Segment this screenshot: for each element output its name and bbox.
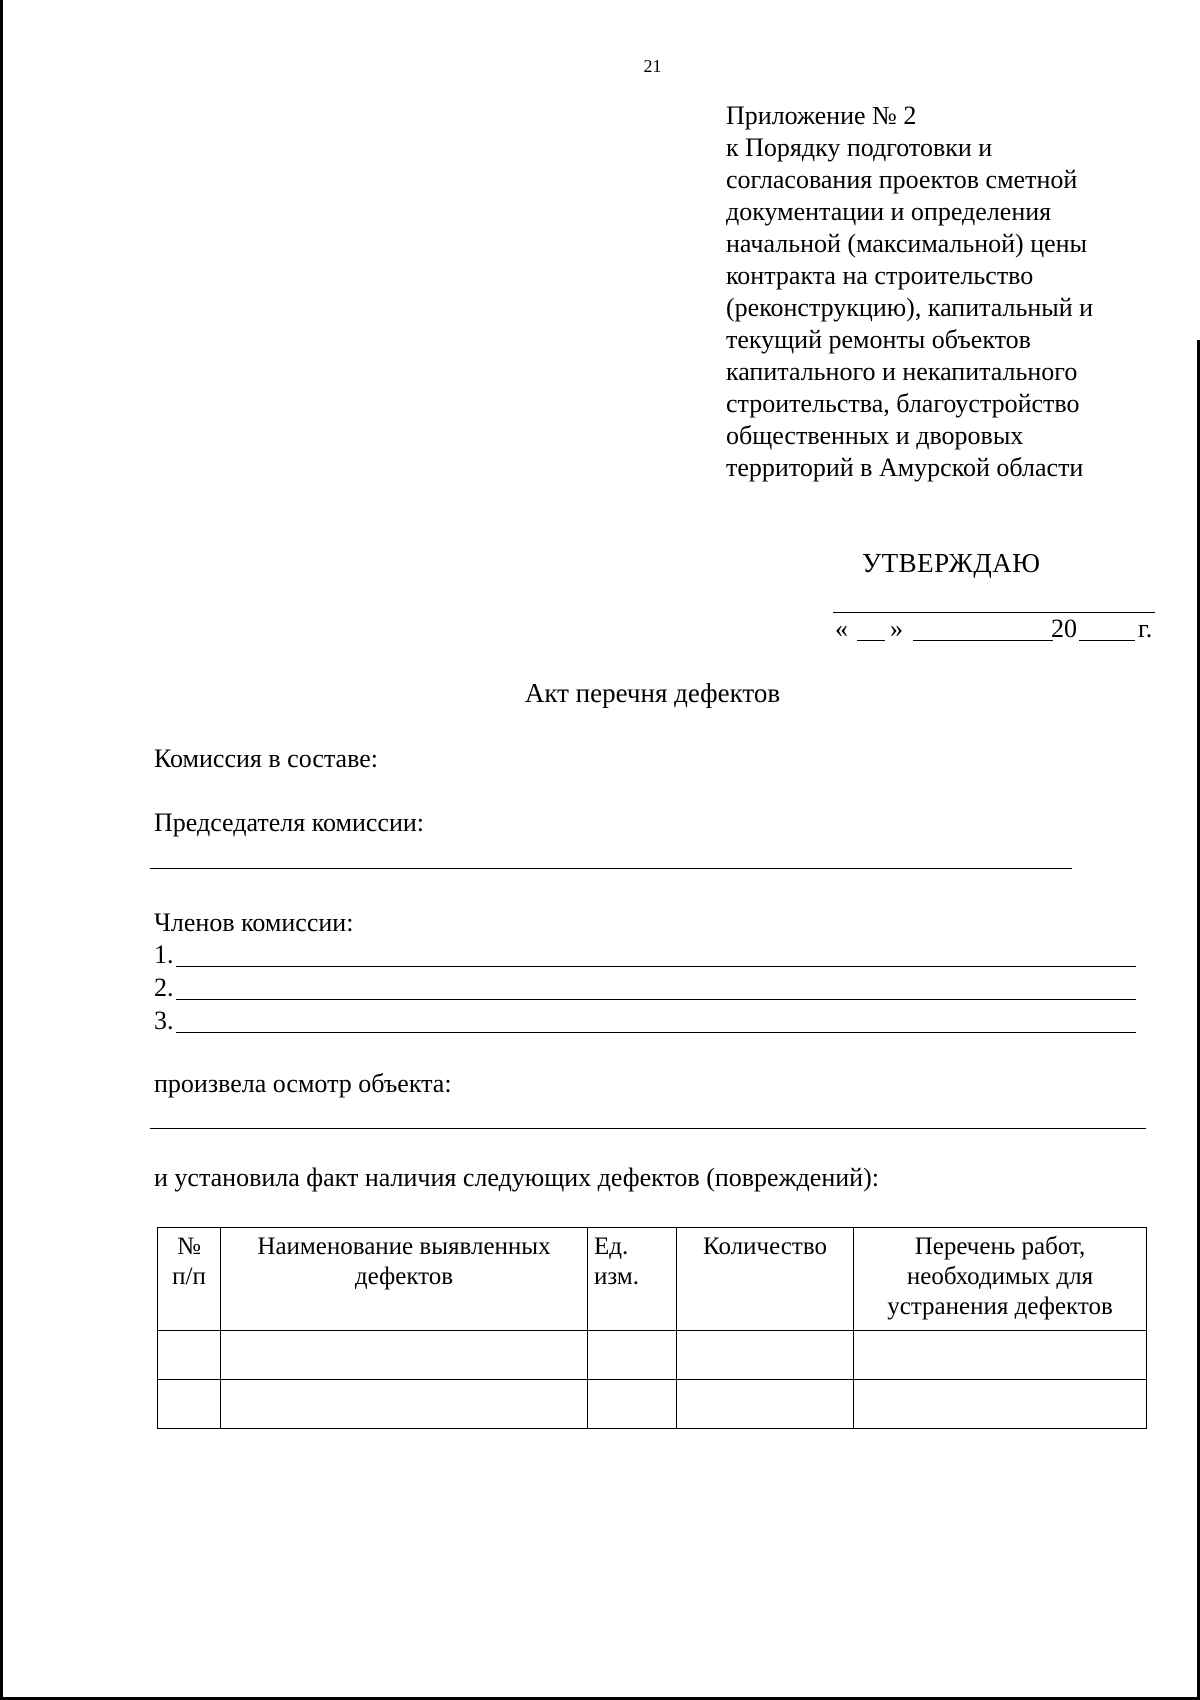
appendix-line: общественных и дворовых xyxy=(726,421,1024,450)
table-cell[interactable] xyxy=(854,1380,1147,1429)
date-year-suffix: г. xyxy=(1138,614,1153,643)
document-title: Акт перечня дефектов xyxy=(524,678,781,708)
member-number: 3. xyxy=(154,1006,174,1035)
appendix-line: Приложение № 2 xyxy=(726,101,917,130)
table-cell[interactable] xyxy=(677,1331,854,1380)
table-cell[interactable] xyxy=(158,1380,221,1429)
member-2-field-line[interactable] xyxy=(176,999,1136,1000)
member-3-field-line[interactable] xyxy=(176,1032,1136,1033)
date-open-quote: « xyxy=(835,614,848,643)
appendix-line: документации и определения xyxy=(726,197,1052,226)
table-cell[interactable] xyxy=(677,1380,854,1429)
appendix-line: контракта на строительство xyxy=(726,261,1034,290)
date-month-field[interactable] xyxy=(913,614,1053,641)
header-unit-line: изм. xyxy=(594,1263,639,1290)
date-day-field[interactable] xyxy=(857,614,885,641)
header-works-line: устранения дефектов xyxy=(887,1293,1113,1320)
inspection-label: произвела осмотр объекта: xyxy=(154,1069,452,1098)
approval-heading: УТВЕРЖДАЮ xyxy=(862,548,1041,578)
table-cell[interactable] xyxy=(158,1331,221,1380)
page-number: 21 xyxy=(643,56,662,76)
header-quantity-line: Количество xyxy=(703,1233,827,1260)
table-row xyxy=(158,1331,1147,1380)
commission-label: Комиссия в составе: xyxy=(154,744,378,773)
header-defect-name-line: дефектов xyxy=(354,1263,454,1290)
header-defect-name xyxy=(221,1228,588,1331)
defects-table xyxy=(157,1227,1147,1429)
appendix-line: начальной (максимальной) цены xyxy=(726,229,1088,258)
defects-intro: и установила факт наличия следующих дефектов (повреждений): xyxy=(154,1163,879,1192)
header-unit-line: Ед. xyxy=(594,1233,629,1260)
scan-edge-left xyxy=(0,0,3,1700)
header-defect-name-line: Наименование выявленных xyxy=(257,1233,551,1260)
table-cell[interactable] xyxy=(221,1380,588,1429)
members-label: Членов комиссии: xyxy=(154,908,354,937)
appendix-line: территорий в Амурской области xyxy=(726,453,1084,482)
chairman-field-line[interactable] xyxy=(150,868,1072,869)
appendix-line: к Порядку подготовки и xyxy=(726,133,993,162)
header-works-list xyxy=(854,1228,1147,1331)
header-quantity xyxy=(677,1228,854,1331)
approval-date-row xyxy=(833,614,1163,648)
header-unit xyxy=(588,1228,677,1331)
table-cell[interactable] xyxy=(588,1331,677,1380)
header-number xyxy=(158,1228,221,1331)
table-cell[interactable] xyxy=(588,1380,677,1429)
table-row xyxy=(158,1380,1147,1429)
table-cell[interactable] xyxy=(854,1331,1147,1380)
appendix-line: капитального и некапитального xyxy=(726,357,1078,386)
appendix-line: (реконструкцию), капитальный и xyxy=(726,293,1094,322)
header-works-line: Перечень работ, xyxy=(914,1233,1086,1260)
member-number: 2. xyxy=(154,973,174,1002)
chairman-label: Председателя комиссии: xyxy=(154,808,425,837)
table-cell[interactable] xyxy=(221,1331,588,1380)
approval-signature-line[interactable] xyxy=(833,612,1155,613)
table-header-row xyxy=(158,1228,1147,1331)
appendix-block xyxy=(726,100,1146,484)
member-number: 1. xyxy=(154,940,174,969)
header-works-line: необходимых для xyxy=(906,1263,1094,1290)
appendix-line: строительства, благоустройство xyxy=(726,389,1080,418)
date-year-prefix: 20 xyxy=(1051,614,1077,643)
member-1-field-line[interactable] xyxy=(176,966,1136,967)
appendix-line: текущий ремонты объектов xyxy=(726,325,1031,354)
inspection-object-field-line[interactable] xyxy=(150,1128,1146,1129)
appendix-line: согласования проектов сметной xyxy=(726,165,1078,194)
header-number-line: № xyxy=(177,1233,201,1260)
date-year-field[interactable] xyxy=(1079,614,1135,641)
header-number-line: п/п xyxy=(172,1263,206,1290)
date-close-quote: » xyxy=(890,614,903,643)
